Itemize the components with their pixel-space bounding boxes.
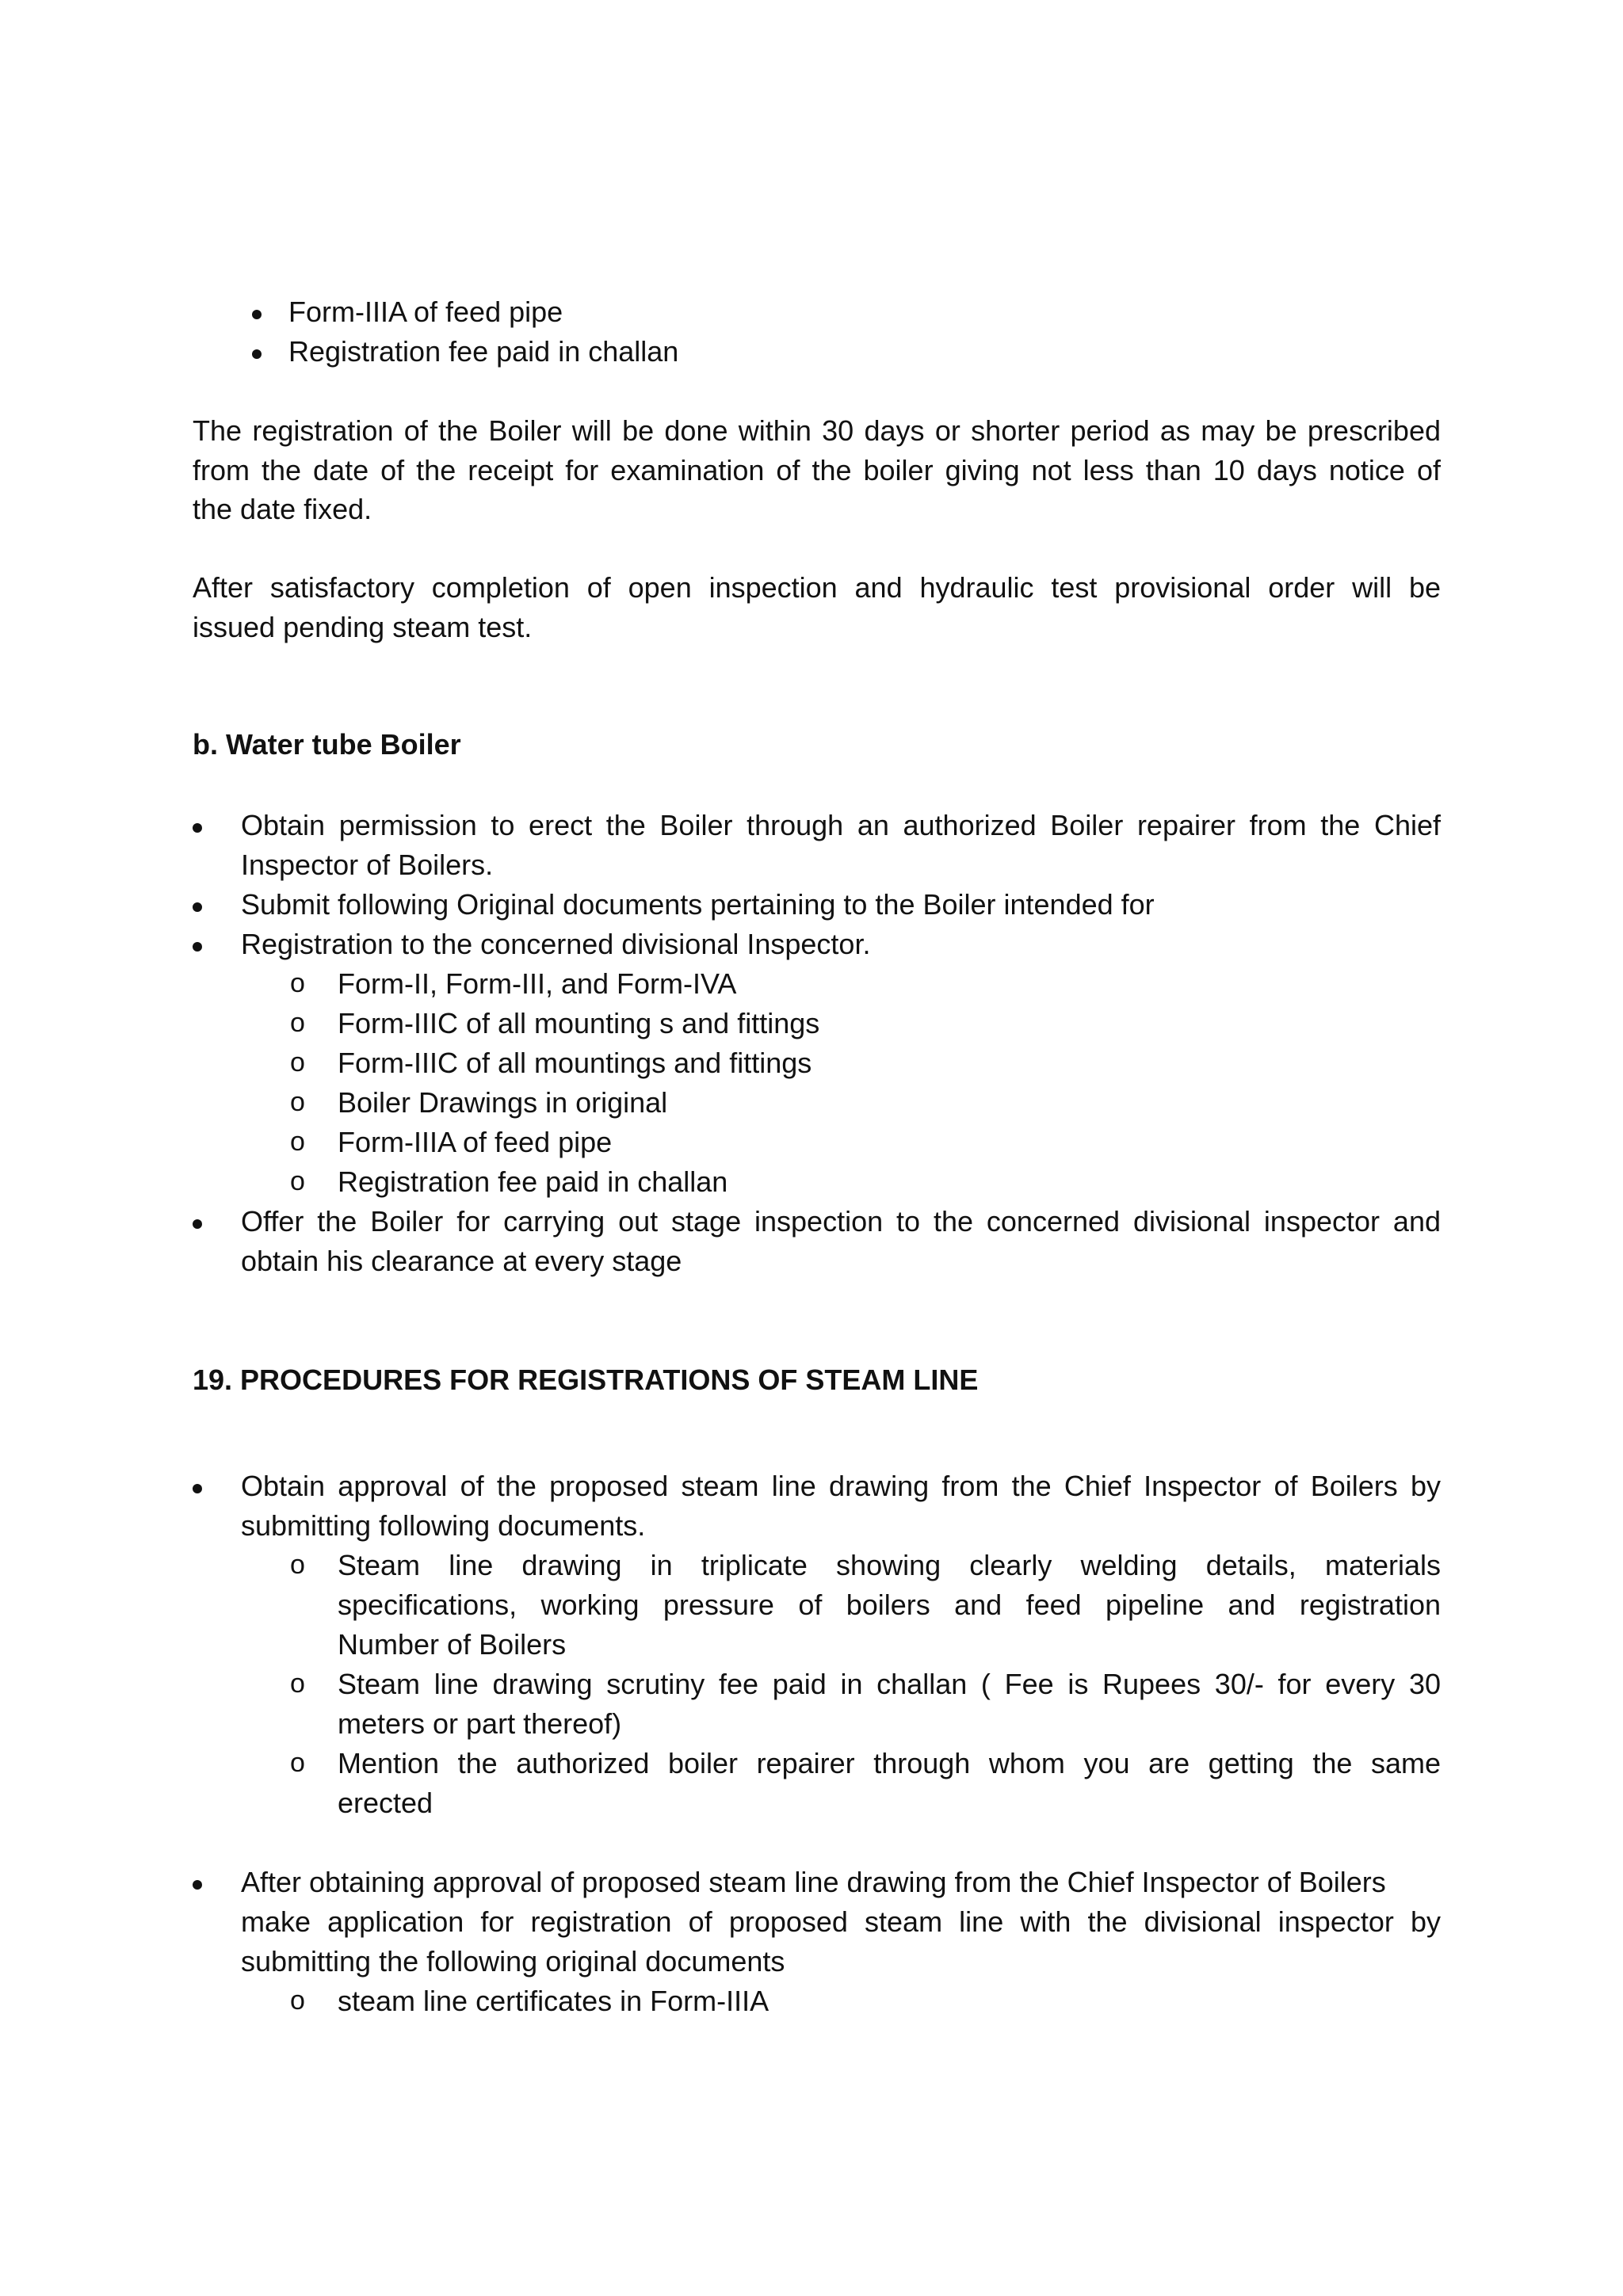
- sub-bullet-marker: o: [290, 1047, 305, 1077]
- list-item: Offer the Boiler for carrying out stage inspection to the concerned divisional inspector and: [241, 1205, 1441, 1238]
- list-item: Inspector of Boilers.: [241, 849, 494, 881]
- list-item: Registration to the concerned divisional Inspector.: [241, 928, 871, 960]
- list-item: Registration fee paid in challan: [288, 335, 679, 368]
- bullet-dot: [252, 310, 262, 319]
- sub-list-item: Steam line drawing scrutiny fee paid in challan ( Fee is Rupees 30/- for every 30: [338, 1668, 1441, 1700]
- bullet-dot: [252, 349, 262, 359]
- section-heading: 19. PROCEDURES FOR REGISTRATIONS OF STEAM LINE: [193, 1363, 979, 1396]
- paragraph-line: The registration of the Boiler will be done within 30 days or shorter period as may be prescribed: [193, 414, 1441, 447]
- sub-list-item: Registration fee paid in challan: [338, 1165, 728, 1198]
- paragraph-line: from the date of the receipt for examination of the boiler giving not less than 10 days notice of: [193, 454, 1441, 486]
- list-item: Obtain permission to erect the Boiler through an authorized Boiler repairer from the Chief: [241, 809, 1441, 841]
- list-item: make application for registration of proposed steam line with the divisional inspector by: [241, 1905, 1441, 1938]
- sub-bullet-marker: o: [290, 1166, 305, 1196]
- sub-bullet-marker: o: [290, 1985, 305, 2016]
- list-item: submitting following documents.: [241, 1509, 646, 1542]
- sub-list-item: meters or part thereof): [338, 1707, 622, 1740]
- sub-list-item: steam line certificates in Form-IIIA: [338, 1985, 769, 2017]
- sub-bullet-marker: o: [290, 1127, 305, 1157]
- sub-bullet-marker: o: [290, 968, 305, 998]
- sub-bullet-marker: o: [290, 1669, 305, 1699]
- sub-list-item: Form-II, Form-III, and Form-IVA: [338, 967, 737, 1000]
- list-item: After obtaining approval of proposed steam line drawing from the Chief Inspector of Boilers: [241, 1866, 1386, 1898]
- sub-list-item: Form-IIIC of all mounting s and fittings: [338, 1007, 820, 1039]
- list-item: Submit following Original documents pertaining to the Boiler intended for: [241, 888, 1155, 921]
- paragraph-line: the date fixed.: [193, 493, 372, 525]
- bullet-dot: [193, 1484, 202, 1493]
- sub-list-item: Mention the authorized boiler repairer through whom you are getting the same: [338, 1747, 1441, 1779]
- sub-bullet-marker: o: [290, 1008, 305, 1038]
- sub-list-item: Form-IIIC of all mountings and fittings: [338, 1047, 812, 1079]
- paragraph-line: issued pending steam test.: [193, 611, 533, 643]
- paragraph-line: After satisfactory completion of open inspection and hydraulic test provisional order will be: [193, 571, 1441, 604]
- sub-bullet-marker: o: [290, 1550, 305, 1580]
- sub-list-item: Form-IIIA of feed pipe: [338, 1126, 613, 1158]
- bullet-dot: [193, 1880, 202, 1890]
- list-item: submitting the following original documents: [241, 1945, 785, 1978]
- sub-list-item: Steam line drawing in triplicate showing clearly welding details, materials: [338, 1549, 1441, 1581]
- sub-list-item: erected: [338, 1787, 433, 1819]
- list-item: Form-IIIA of feed pipe: [288, 296, 563, 328]
- bullet-dot: [193, 1219, 202, 1229]
- sub-bullet-marker: o: [290, 1748, 305, 1778]
- sub-list-item: specifications, working pressure of boilers and feed pipeline and registration: [338, 1589, 1441, 1621]
- bullet-dot: [193, 823, 202, 833]
- list-item: Obtain approval of the proposed steam line drawing from the Chief Inspector of Boilers by: [241, 1470, 1441, 1502]
- list-item: obtain his clearance at every stage: [241, 1245, 682, 1277]
- sub-list-item: Number of Boilers: [338, 1628, 567, 1661]
- bullet-dot: [193, 902, 202, 912]
- section-heading: b. Water tube Boiler: [193, 728, 461, 761]
- sub-list-item: Boiler Drawings in original: [338, 1086, 668, 1119]
- bullet-dot: [193, 942, 202, 952]
- sub-bullet-marker: o: [290, 1087, 305, 1117]
